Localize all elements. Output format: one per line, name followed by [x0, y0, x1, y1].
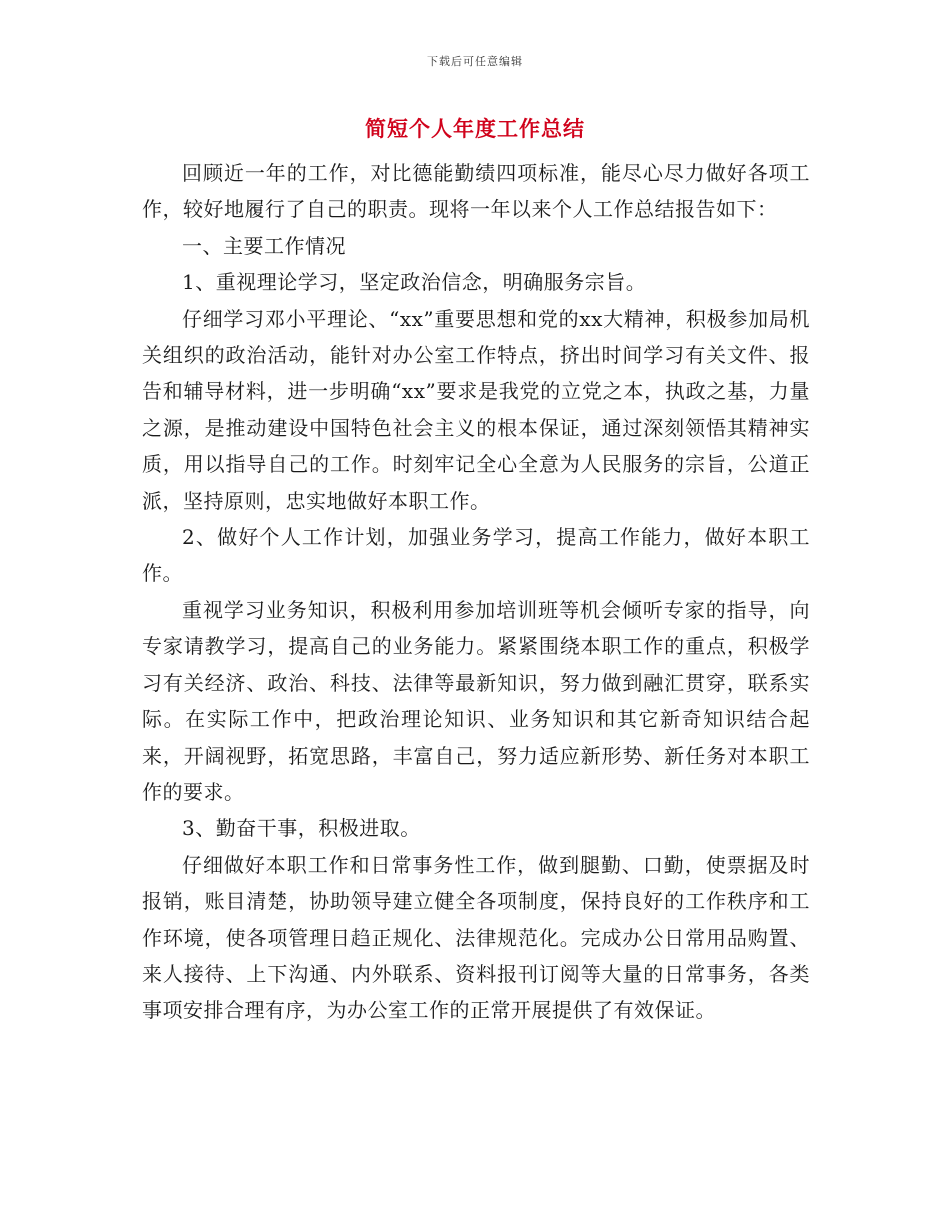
heading-main-work: 一、主要工作情况	[182, 233, 346, 258]
subheading-3: 3、勤奋干事，积极进取。	[182, 816, 421, 841]
document-body	[142, 155, 810, 1029]
document-title: 简短个人年度工作总结	[365, 116, 585, 141]
paragraph-intro: 回顾近一年的工作，对比德能勤绩四项标准，能尽心尽力做好各项工作，较好地履行了自己的职责。现将一年以来个人工作总结报告如下：	[142, 161, 810, 222]
subheading-1: 1、重视理论学习，坚定政治信念，明确服务宗旨。	[182, 270, 647, 295]
header-note: 下载后可任意编辑	[427, 55, 523, 68]
paragraph-1: 仔细学习邓小平理论、“xx”重要思想和党的xx大精神，积极参加局机关组织的政治活动，能针对办公室工作特点，挤出时间学习有关文件、报告和辅导材料，进一步明确“xx”要求是我党的立党之本，执政之基，力量之源，是推动建设中国特色社会主义的根本保证，通过深刻领悟其精神实质，用以指导自己的工作。时刻牢记全心全意为人民服务的宗旨，公道正派，坚持原则，忠实地做好本职工作。	[142, 306, 810, 513]
subheading-2: 2、做好个人工作计划，加强业务学习，提高工作能力，做好本职工作。	[142, 525, 810, 586]
paragraph-2: 重视学习业务知识，积极利用参加培训班等机会倾听专家的指导，向专家请教学习，提高自己的业务能力。紧紧围绕本职工作的重点，积极学习有关经济、政治、科技、法律等最新知识，努力做到融汇贯穿，联系实际。在实际工作中，把政治理论知识、业务知识和其它新奇知识结合起来，开阔视野，拓宽思路，丰富自己，努力适应新形势、新任务对本职工作的要求。	[142, 597, 810, 804]
paragraph-3: 仔细做好本职工作和日常事务性工作，做到腿勤、口勤，使票据及时报销，账目清楚，协助领导建立健全各项制度，保持良好的工作秩序和工作环境，使各项管理日趋正规化、法律规范化。完成办公日常用品购置、来人接待、上下沟通、内外联系、资料报刊订阅等大量的日常事务，各类事项安排合理有序，为办公室工作的正常开展提供了有效保证。	[142, 852, 810, 1023]
